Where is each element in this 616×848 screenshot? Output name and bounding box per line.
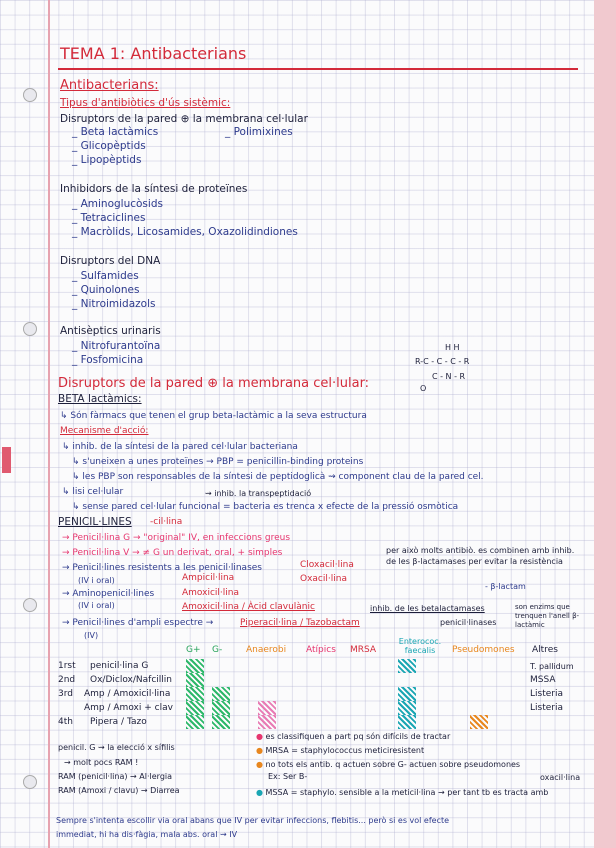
margin-line (48, 0, 50, 848)
coverage-mark (398, 687, 416, 701)
section-title: Antibacterians: (60, 78, 159, 93)
beta-definition: ↳ Són fàrmacs que tenen el grup beta-lactàmic a la seva estructura (60, 411, 367, 421)
spectrum-header: G+ (186, 645, 201, 655)
resistant-drug: Oxacil·lina (300, 574, 347, 584)
route-note: (IV i oral) (78, 601, 115, 610)
coverage-mark (258, 715, 276, 729)
list-item: _ Macròlids, Licosamides, Oxazolidindiones (72, 226, 298, 238)
chem-structure: C - N - R (432, 372, 466, 381)
list-item: _ Sulfamides (72, 270, 139, 282)
coverage-mark (212, 687, 230, 701)
list-item: _ Aminoglucòsids (72, 198, 163, 210)
list-item: _ Glicopèptids (72, 140, 146, 152)
coverage-mark (212, 715, 230, 729)
bullet-note: ● MRSA = staphylococcus meticiresistent (256, 746, 425, 755)
beta-title: BETA lactàmics: (58, 393, 142, 405)
spectrum-header: Atípics (306, 645, 336, 655)
bullet-note: ● MSSA = staphylo. sensible a la meticil·lina → per tant tb es tracta amb (256, 788, 549, 797)
note-right: per això molts antibiò. es combinen amb inhib. de les β-lactamases per evitar la resistència (386, 546, 575, 566)
page-edge (594, 0, 616, 848)
list-item: _ Nitrofurantoïna (72, 340, 161, 352)
page-title: TEMA 1: Antibacterians (60, 44, 247, 63)
list-item: _ Polimixines (225, 126, 293, 138)
note-line: RAM (Amoxi / clavu) → Diarrea (58, 786, 180, 795)
group-heading: Inhibidors de la síntesi de proteïnes (60, 183, 248, 195)
mechanism-line: ↳ les PBP son responsables de la síntesi de peptidoglicà ⇝ component clau de la pared cel. (72, 472, 484, 482)
route-note: (IV) (84, 631, 99, 640)
coverage-mark (398, 659, 416, 673)
note-line: → molt pocs RAM ! (64, 758, 139, 767)
row-gen: 2nd (58, 675, 76, 685)
spectrum-header: MRSA (350, 645, 377, 655)
footer-line: Sempre s'intenta escollir via oral abans que IV per evitar infeccions, flebitis... però si es vol efecte (56, 816, 450, 825)
mechanism-line: ↳ lisi cel·lular (62, 487, 124, 497)
oxacil-note: oxacil·lina (540, 773, 581, 782)
punch-hole (23, 322, 37, 336)
chem-structure: O (420, 384, 427, 393)
row-gen: 4th (58, 717, 73, 727)
penicillines-tag: -cil·lina (150, 517, 183, 527)
resistant-drug: Cloxacil·lina (300, 560, 354, 570)
section-subtitle: Tipus d'antibiòtics d'ús sistèmic: (60, 97, 231, 109)
penicillin-line: → Penicil·lina V → ≠ G un derivat, oral, + simples (62, 548, 283, 558)
note-line: RAM (penicil·lina) → Al·lergia (58, 772, 173, 781)
punch-hole (23, 775, 37, 789)
amino-drug: Amoxicil·lina / Àcid clavulànic (182, 602, 315, 612)
row-other: Listeria (530, 689, 563, 699)
penicillin-line: → Penicil·lines resistents a les penicil·linases (62, 563, 262, 573)
bullet-note: ● no tots els antib. q actuen sobre G- actuen sobre pseudomones (256, 760, 521, 769)
enzims-note: son enzims que trenquen l'anell β-lactàmic (515, 603, 580, 629)
spectrum-header: G- (212, 645, 223, 655)
coverage-mark (258, 701, 276, 715)
row-drug: Amp / Amoxi + clav (84, 703, 173, 713)
title-underline (58, 68, 578, 70)
penicillin-line: → Penicil·lines d'ampli espectre → (62, 618, 214, 628)
coverage-mark (186, 701, 204, 715)
chem-structure: H H (445, 343, 460, 352)
amino-drug: Amoxicil·lina (182, 588, 240, 598)
chem-structure: R-C - C - C - R (415, 357, 470, 366)
row-drug: Ox/Diclox/Nafcillin (90, 675, 172, 685)
coverage-mark (398, 701, 416, 715)
list-item: _ Quinolones (72, 284, 140, 296)
spectrum-header: Altres (532, 645, 558, 655)
row-gen: 3rd (58, 689, 73, 699)
coverage-mark (470, 715, 488, 729)
footer-line: immediat, hi ha dis·fàgia, mala abs. oral ⇝ IV (56, 830, 238, 839)
row-other: T. pallidum (530, 662, 574, 671)
note-line: penicil. G ⇝ la elecció x sífilis (58, 743, 175, 752)
row-drug: penicil·lina G (90, 661, 149, 671)
bullet-note: Ex: Ser B- (268, 772, 308, 781)
page-tab (2, 447, 11, 473)
list-item: _ Nitroimidazols (72, 298, 156, 310)
betalactam-note: - β-lactam (485, 582, 526, 591)
penicillin-line: → Penicil·lina G → "original" IV, en infeccions greus (62, 533, 291, 543)
section2-title: Disruptors de la pared ⊕ la membrana cel·lular: (58, 376, 370, 391)
coverage-mark (186, 659, 204, 673)
row-other: Listeria (530, 703, 563, 713)
mechanism-line: ↳ sense pared cel·lular funcional = bacteria es trenca x efecte de la pressió osmòtica (72, 502, 459, 512)
spectrum-header: Enterococ. faecalis (398, 637, 442, 655)
penicillines-title: PENICIL·LINES (58, 516, 132, 528)
coverage-mark (186, 687, 204, 701)
bullet-note: ● es classifiquen a part pq són difícils de tractar (256, 732, 451, 741)
mecanisme-title: Mecanisme d'acció: (60, 426, 149, 436)
punch-hole (23, 88, 37, 102)
spectrum-header: Anaerobi (246, 645, 287, 655)
row-drug: Amp / Amoxicil·lina (84, 689, 171, 699)
amino-drug: Ampicil·lina (182, 573, 235, 583)
penicilinases-note: penicil·linases (440, 618, 497, 627)
list-item: _ Beta lactàmics (72, 126, 159, 138)
route-note: (IV i oral) (78, 576, 115, 585)
group-heading: Antisèptics urinaris (60, 325, 161, 337)
list-item: _ Lipopèptids (72, 154, 142, 166)
broad-drug: Piperacil·lina / Tazobactam (240, 618, 360, 628)
spectrum-header: Pseudomones (452, 645, 515, 655)
punch-hole (23, 598, 37, 612)
list-item: _ Fosfomicina (72, 354, 144, 366)
mechanism-line: ↳ inhib. de la síntesi de la pared cel·lular bacteriana (62, 442, 298, 452)
group-heading: Disruptors de la pared ⊕ la membrana cel·lular (60, 113, 308, 125)
mechanism-line: ↳ s'uneixen a unes proteïnes → PBP = penicillin-binding proteins (72, 457, 364, 467)
penicillin-line: → Aminopenicil·lines (62, 589, 155, 599)
lisi-note: ⇝ inhib. la transpeptidació (205, 489, 312, 498)
coverage-mark (186, 673, 204, 687)
row-other: MSSA (530, 675, 556, 685)
coverage-mark (186, 715, 204, 729)
row-gen: 1rst (58, 661, 76, 671)
group-heading: Disruptors del DNA (60, 255, 161, 267)
row-drug: Pipera / Tazo (90, 717, 147, 727)
betalactamases-note: inhib. de les betalactamases (370, 604, 485, 613)
coverage-mark (212, 701, 230, 715)
list-item: _ Tetraciclines (72, 212, 146, 224)
coverage-mark (398, 715, 416, 729)
